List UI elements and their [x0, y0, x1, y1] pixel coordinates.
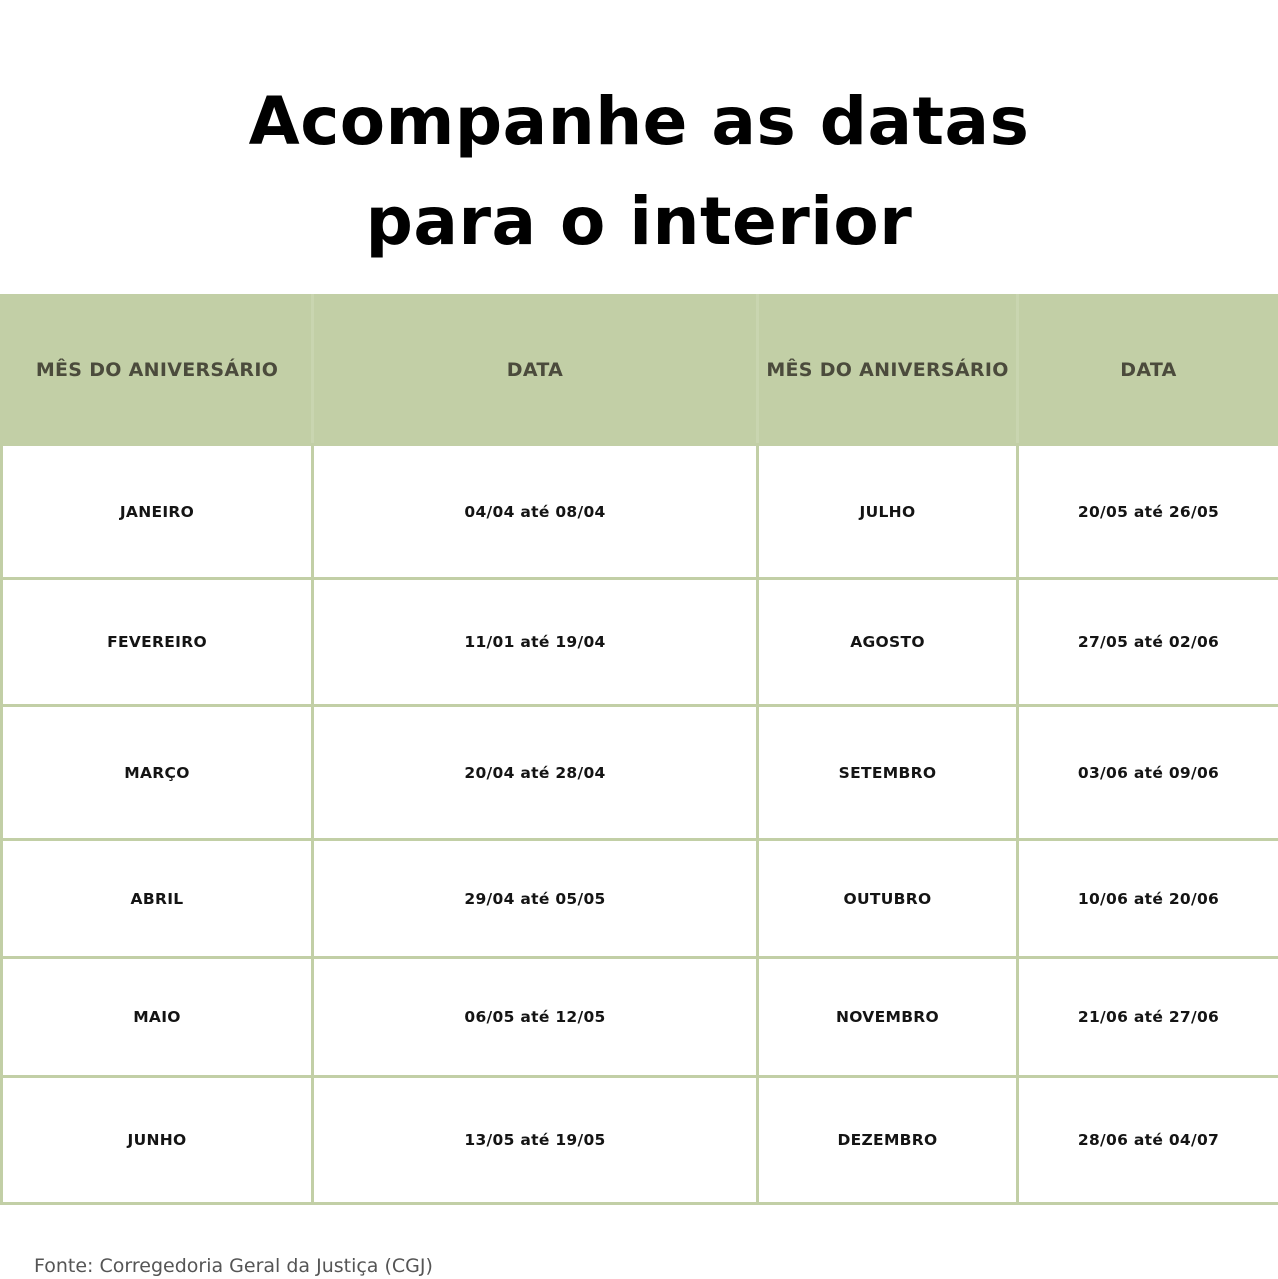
header-month-2: MÊS DO ANIVERSÁRIO	[758, 296, 1018, 445]
schedule-table	[0, 294, 1278, 1205]
date-cell: 28/06 até 04/07	[1018, 1077, 1278, 1204]
month-cell: FEVEREIRO	[2, 579, 313, 706]
month-cell: AGOSTO	[758, 579, 1018, 706]
date-cell: 27/05 até 02/06	[1018, 579, 1278, 706]
table-row	[2, 579, 1278, 706]
month-cell: JULHO	[758, 445, 1018, 579]
date-cell: 03/06 até 09/06	[1018, 706, 1278, 840]
month-cell: OUTUBRO	[758, 840, 1018, 958]
header-date-1: DATA	[313, 296, 758, 445]
month-cell: NOVEMBRO	[758, 958, 1018, 1077]
date-cell: 29/04 até 05/05	[313, 840, 758, 958]
date-cell: 20/04 até 28/04	[313, 706, 758, 840]
table-row	[2, 840, 1278, 958]
title-line-2: para o interior	[0, 172, 1278, 272]
date-cell: 04/04 até 08/04	[313, 445, 758, 579]
month-cell: DEZEMBRO	[758, 1077, 1018, 1204]
table-row	[2, 958, 1278, 1077]
date-cell: 20/05 até 26/05	[1018, 445, 1278, 579]
month-cell: JUNHO	[2, 1077, 313, 1204]
date-cell: 13/05 até 19/05	[313, 1077, 758, 1204]
table-row	[2, 1077, 1278, 1204]
date-cell: 11/01 até 19/04	[313, 579, 758, 706]
title-line-1: Acompanhe as datas	[0, 72, 1278, 172]
month-cell: JANEIRO	[2, 445, 313, 579]
month-cell: SETEMBRO	[758, 706, 1018, 840]
page-title	[0, 72, 1278, 272]
header-month-1: MÊS DO ANIVERSÁRIO	[2, 296, 313, 445]
source-note: Fonte: Corregedoria Geral da Justiça (CGJ)	[34, 1253, 433, 1279]
month-cell: MARÇO	[2, 706, 313, 840]
month-cell: ABRIL	[2, 840, 313, 958]
table-row	[2, 445, 1278, 579]
table-row	[2, 706, 1278, 840]
date-cell: 06/05 até 12/05	[313, 958, 758, 1077]
date-cell: 10/06 até 20/06	[1018, 840, 1278, 958]
date-cell: 21/06 até 27/06	[1018, 958, 1278, 1077]
header-date-2: DATA	[1018, 296, 1278, 445]
month-cell: MAIO	[2, 958, 313, 1077]
table-header-row	[2, 296, 1278, 445]
